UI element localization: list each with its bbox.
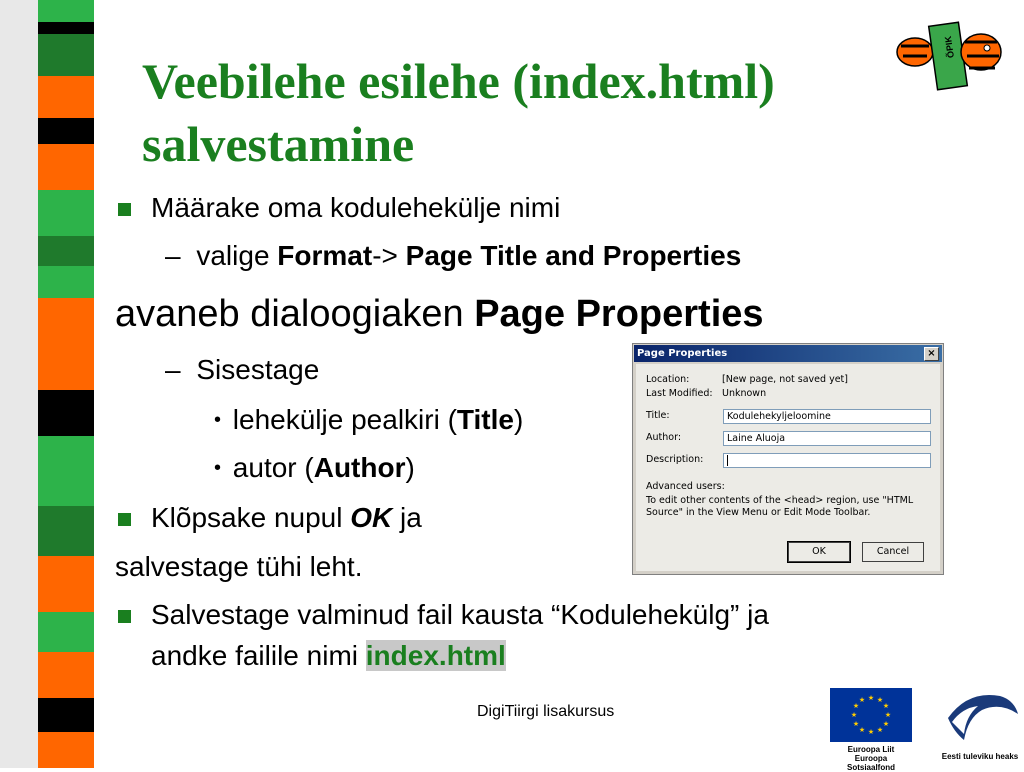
text: ja — [392, 502, 422, 533]
bullet-text: Määrake oma kodulehekülje nimi — [151, 192, 561, 223]
svg-text:★: ★ — [882, 720, 890, 728]
dash: – — [165, 354, 181, 385]
advanced-label: Advanced users: — [646, 481, 725, 492]
location-value: [New page, not saved yet] — [722, 374, 848, 385]
arrow: -> — [372, 240, 406, 271]
page-properties-dialog — [632, 343, 944, 575]
dot: • — [214, 409, 222, 431]
svg-text:★: ★ — [858, 726, 866, 734]
bullet-square — [118, 513, 131, 526]
bullet-text — [151, 502, 422, 534]
dialog-title: Page Properties — [637, 348, 728, 359]
opens-dialog-text — [115, 293, 764, 336]
close-icon[interactable]: × — [924, 347, 939, 361]
cancel-button[interactable]: Cancel — [862, 542, 924, 562]
bullet-text-line2 — [151, 640, 506, 672]
description-input[interactable] — [723, 453, 931, 468]
title-word: Title — [456, 404, 514, 435]
text: andke failile nimi — [151, 640, 366, 671]
advanced-text-2: Source" in the View Menu or Edit Mode Toolbar. — [646, 507, 871, 518]
decorative-stripes — [0, 0, 118, 768]
text: valige — [196, 240, 278, 271]
svg-text:★: ★ — [882, 702, 890, 710]
svg-text:★: ★ — [867, 728, 875, 736]
filename: index.html — [365, 640, 506, 671]
menu-format: Format — [277, 240, 373, 271]
text: Sisestage — [196, 354, 320, 385]
svg-text:★: ★ — [850, 711, 858, 719]
dot: • — [214, 457, 222, 479]
svg-text:★: ★ — [852, 720, 860, 728]
title-label: Title: — [646, 410, 670, 421]
swallow-icon — [938, 688, 1022, 750]
estonia-future-logo — [938, 688, 1022, 766]
text-caret — [727, 455, 728, 466]
page-title-line1: Veebilehe esilehe (index.html) — [142, 53, 775, 109]
dialog-name: Page Properties — [474, 293, 764, 335]
eu-label-2: Euroopa Sotsiaalfond — [846, 754, 895, 772]
sub-item-format — [165, 240, 741, 272]
bullet-square — [118, 203, 131, 216]
ok-button[interactable]: OK — [788, 542, 850, 562]
bullet-text: Salvestage valminud fail kausta “Kodulehekülg” ja — [151, 599, 769, 630]
modified-value: Unknown — [722, 388, 767, 399]
svg-text:★: ★ — [876, 726, 884, 734]
eu-label-1: Euroopa Liit — [847, 745, 895, 754]
modified-label: Last Modified: — [646, 388, 713, 399]
eu-flag-icon — [830, 688, 912, 742]
svg-text:★: ★ — [867, 694, 875, 702]
author-label: Author: — [646, 432, 682, 443]
svg-text:★: ★ — [858, 696, 866, 704]
eu-logo — [830, 688, 912, 772]
menu-page-title: Page Title and Properties — [405, 240, 742, 271]
location-label: Location: — [646, 374, 690, 385]
tiger-book-logo — [893, 12, 1005, 94]
ok-word: OK — [350, 502, 393, 533]
bullet-square — [118, 610, 131, 623]
title-input[interactable]: Kodulehekyljeloomine — [723, 409, 931, 424]
description-label: Description: — [646, 454, 704, 465]
text: avaneb dialoogiaken — [115, 293, 475, 335]
text: autor ( — [232, 452, 314, 483]
bullet-text-cont: salvestage tühi leht. — [115, 551, 363, 582]
tiger-book-label: ÕPIK — [942, 35, 956, 59]
sub-sub-author — [214, 452, 415, 484]
dash: – — [165, 240, 181, 271]
dialog-titlebar — [634, 345, 942, 362]
svg-text:★: ★ — [884, 711, 892, 719]
sub-item-enter — [165, 354, 319, 386]
footer-text: DigiTiirgi lisakursus — [477, 703, 615, 720]
author-input[interactable]: Laine Aluoja — [723, 431, 931, 446]
page-title-line2: salvestamine — [142, 116, 415, 172]
author-word: Author — [313, 452, 406, 483]
paren: ) — [513, 404, 524, 435]
dialog-body — [636, 364, 940, 571]
etf-label: Eesti tuleviku heaks — [941, 752, 1019, 761]
sub-sub-title — [214, 404, 523, 436]
svg-text:★: ★ — [852, 702, 860, 710]
paren: ) — [405, 452, 415, 483]
text: Klõpsake nupul — [151, 502, 351, 533]
text: lehekülje pealkiri ( — [232, 404, 457, 435]
svg-text:★: ★ — [876, 696, 884, 704]
advanced-text-1: To edit other contents of the <head> region, use "HTML — [646, 495, 914, 506]
page-title — [142, 50, 775, 176]
